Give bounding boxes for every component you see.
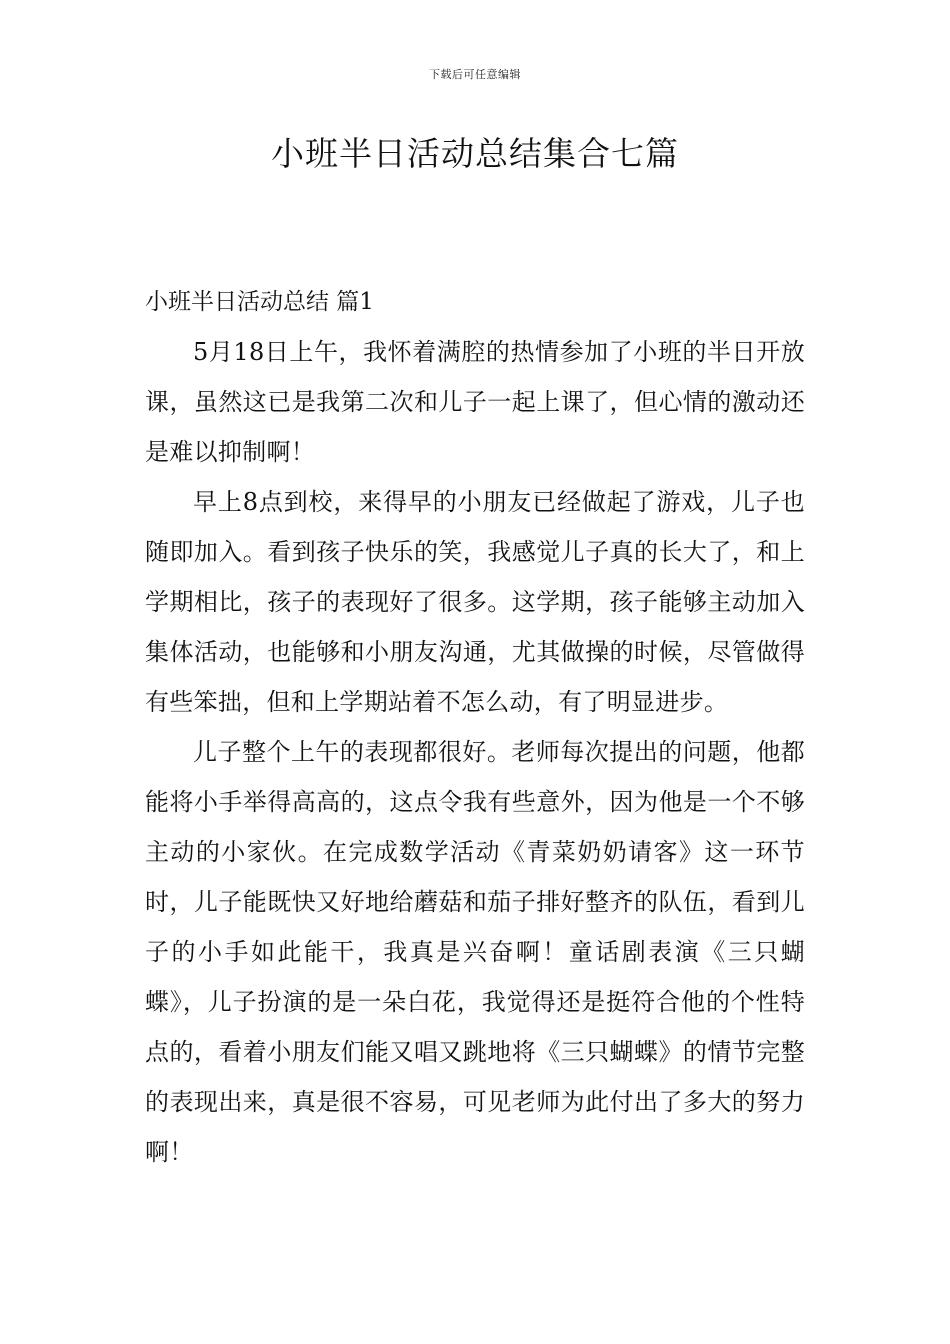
document-title: 小班半日活动总结集合七篇	[271, 134, 679, 173]
section-heading: 小班半日活动总结 篇1	[145, 289, 374, 315]
header-note: 下载后可任意编辑	[429, 68, 521, 81]
document-body	[145, 327, 805, 1177]
paragraph-2: 早上8点到校，来得早的小朋友已经做起了游戏，儿子也随即加入。看到孩子快乐的笑，我感觉儿子真的长大了，和上学期相比，孩子的表现好了很多。这学期，孩子能够主动加入集体活动，也能够和小朋友沟通，尤其做操的时候，尽管做得有些笨拙，但和上学期站着不怎么动，有了明显进步。	[145, 488, 805, 716]
paragraph-3: 儿子整个上午的表现都很好。老师每次提出的问题，他都能将小手举得高高的，这点令我有些意外，因为他是一个不够主动的小家伙。在完成数学活动《青菜奶奶请客》这一环节时，儿子能既快又好地给蘑菇和茄子排好整齐的队伍，看到儿子的小手如此能干，我真是兴奋啊！童话剧表演《三只蝴蝶》，儿子扮演的是一朵白花，我觉得还是挺符合他的个性特点的，看着小朋友们能又唱又跳地将《三只蝴蝶》的情节完整的表现出来，真是很不容易，可见老师为此付出了多大的努力啊！	[145, 738, 805, 1166]
paragraph-1: 5月18日上午，我怀着满腔的热情参加了小班的半日开放课，虽然这已是我第二次和儿子一起上课了，但心情的激动还是难以抑制啊！	[145, 338, 805, 466]
